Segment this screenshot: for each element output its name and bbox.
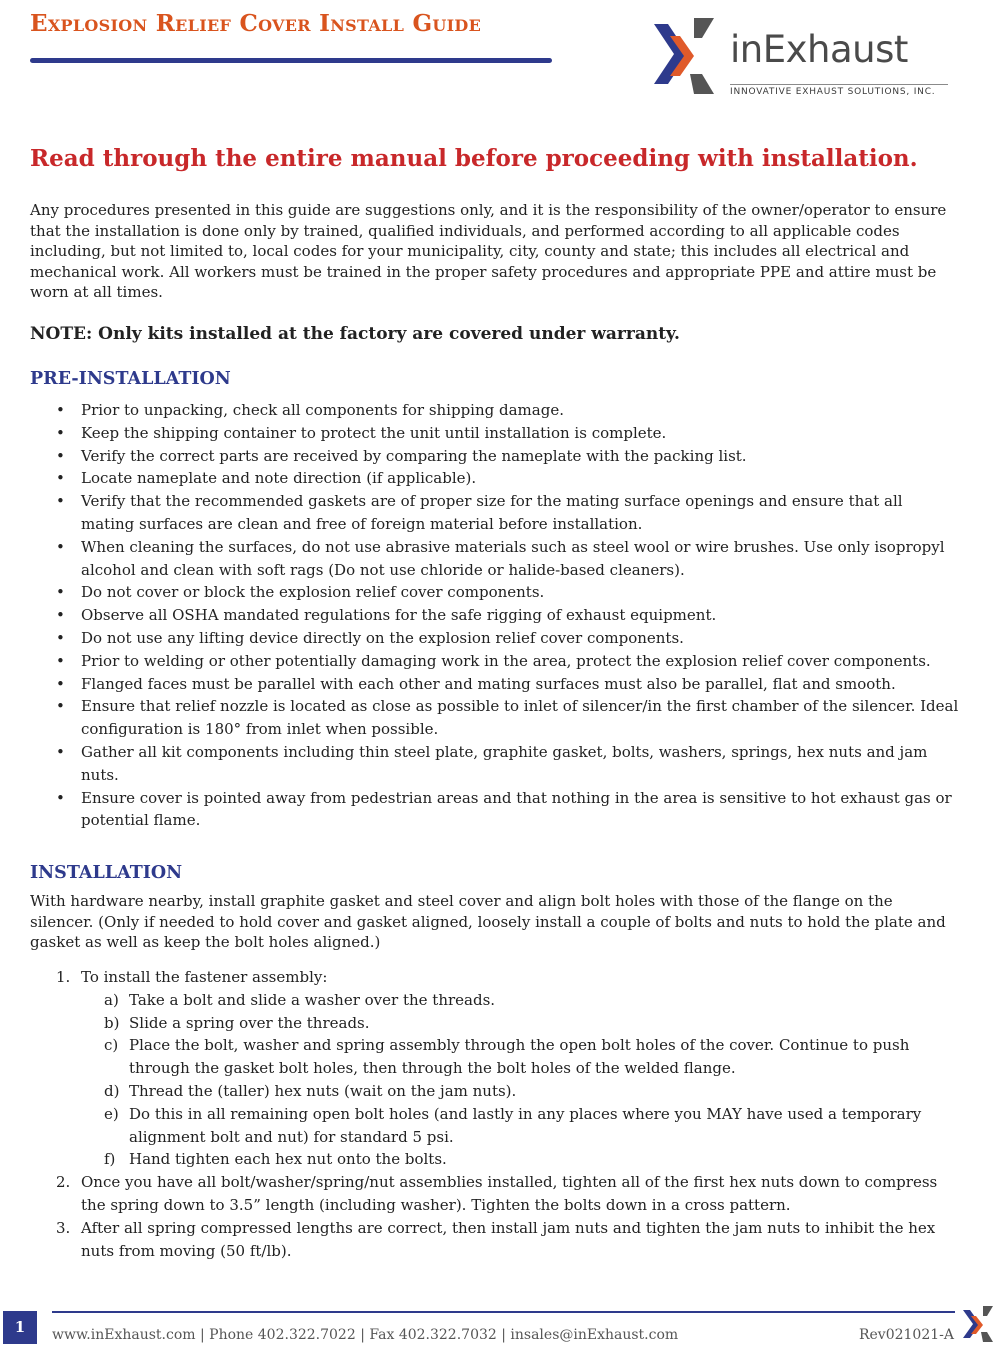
company-logo	[650, 14, 960, 102]
list-item: • Ensure cover is pointed away from pedestrian areas and that nothing in the area is sensitive to hot exhaust gas or potential flame.	[56, 788, 952, 830]
step-2: 2. Once you have all bolt/washer/spring/nut assemblies installed, tighten all of the first hex nuts down to compress the spring down to 3.5” length (including washer). Tighten the bolts down in a cross pattern.	[56, 1173, 938, 1214]
document-title: Explosion Relief Cover Install Guide	[30, 10, 482, 37]
list-item: • Keep the shipping container to protect the unit until installation is complete.	[56, 423, 667, 442]
pre-installation-list	[30, 399, 960, 832]
step-number: 2.	[56, 1173, 71, 1192]
step-number: 3.	[56, 1218, 71, 1237]
step-3: 3. After all spring compressed lengths are correct, then install jam nuts and tighten the jam nuts to inhibit the hex nuts from moving (50 ft/lb).	[56, 1218, 936, 1260]
logo-wordmark: inExhaust	[730, 28, 908, 71]
installation-intro: With hardware nearby, install graphite gasket and steel cover and align bolt holes with those of the flange on the silencer. (Only if needed to hold cover and gasket aligned, loosely install a couple of bolts and nuts to hold the plate and gasket as well as keep the bolt holes aligned.)	[30, 892, 946, 951]
substep: b) Slide a spring over the threads.	[104, 1013, 370, 1032]
footer-rule	[52, 1311, 955, 1313]
title-underline	[30, 58, 552, 63]
step-1: 1. To install the fastener assembly:	[30, 966, 960, 989]
footer-chevron-icon	[961, 1304, 997, 1344]
step-number: 1.	[56, 968, 71, 986]
substep: f) Hand tighten each hex nut onto the bolts.	[104, 1150, 447, 1169]
substep: e) Do this in all remaining open bolt holes (and lastly in any places where you MAY have used a temporary alignment bolt and nut) for standard 5 psi.	[104, 1104, 922, 1146]
list-item: • Prior to unpacking, check all components for shipping damage.	[56, 401, 564, 419]
list-item: • When cleaning the surfaces, do not use abrasive materials such as steel wool or wire brushes. Use only isopropyl alcohol and clean with soft rags (Do not use chloride or halide-based cleaners).	[56, 537, 945, 579]
list-item: • Ensure that relief nozzle is located as close as possible to inlet of silencer/in the first chamber of the silencer. Ideal configuration is 180° from inlet when possible.	[56, 697, 959, 739]
warranty-note: NOTE: Only kits installed at the factory are covered under warranty.	[30, 324, 680, 344]
pre-installation-heading: PRE-INSTALLATION	[30, 369, 231, 389]
read-manual-warning: Read through the entire manual before proceeding with installation.	[30, 145, 918, 172]
list-item: • Prior to welding or other potentially damaging work in the area, protect the explosion relief cover components.	[56, 651, 931, 670]
list-item: • Do not cover or block the explosion relief cover components.	[56, 583, 545, 602]
list-item: • Verify the correct parts are received by comparing the nameplate with the packing list.	[56, 446, 747, 465]
footer-contact: www.inExhaust.com | Phone 402.322.7022 | Fax 402.322.7032 | insales@inExhaust.com	[52, 1327, 679, 1343]
installation-steps	[30, 966, 960, 1262]
revision-code: Rev021021-A	[858, 1327, 954, 1343]
list-item: • Gather all kit components including thin steel plate, graphite gasket, bolts, washers, springs, hex nuts and jam nuts.	[56, 742, 928, 784]
logo-tagline: INNOVATIVE EXHAUST SOLUTIONS, INC.	[730, 87, 936, 97]
installation-heading: INSTALLATION	[30, 863, 183, 883]
list-item: • Do not use any lifting device directly on the explosion relief cover components.	[56, 628, 684, 647]
substep: d) Thread the (taller) hex nuts (wait on the jam nuts).	[104, 1081, 517, 1100]
substep: c) Place the bolt, washer and spring assembly through the open bolt holes of the cover. Continue to push through the gasket bolt holes, then through the bolt holes of the welded flange.	[104, 1036, 910, 1078]
list-item: • Observe all OSHA mandated regulations for the safe rigging of exhaust equipment.	[56, 606, 717, 625]
logo-divider	[730, 84, 948, 85]
inexhaust-chevron-icon	[650, 14, 728, 102]
list-item: • Verify that the recommended gaskets are of proper size for the mating surface openings and ensure that all mating surfaces are clean and free of foreign material before installation.	[56, 492, 903, 533]
page-number: 1	[3, 1311, 37, 1344]
list-item: • Locate nameplate and note direction (if applicable).	[56, 469, 477, 488]
substep: a) Take a bolt and slide a washer over the threads.	[104, 990, 496, 1009]
list-item: • Flanged faces must be parallel with each other and mating surfaces must also be parallel, flat and smooth.	[56, 674, 896, 693]
intro-paragraph: Any procedures presented in this guide are suggestions only, and it is the responsibility of the owner/operator to ensure that the installation is done only by trained, qualified individuals, and performed according to all applicable codes including, but not limited to, local codes for your municipality, city, county and state; this includes all electrical and mechanical work. All workers must be trained in the proper safety procedures and appropriate PPE and attire must be worn at all times.	[30, 201, 947, 301]
